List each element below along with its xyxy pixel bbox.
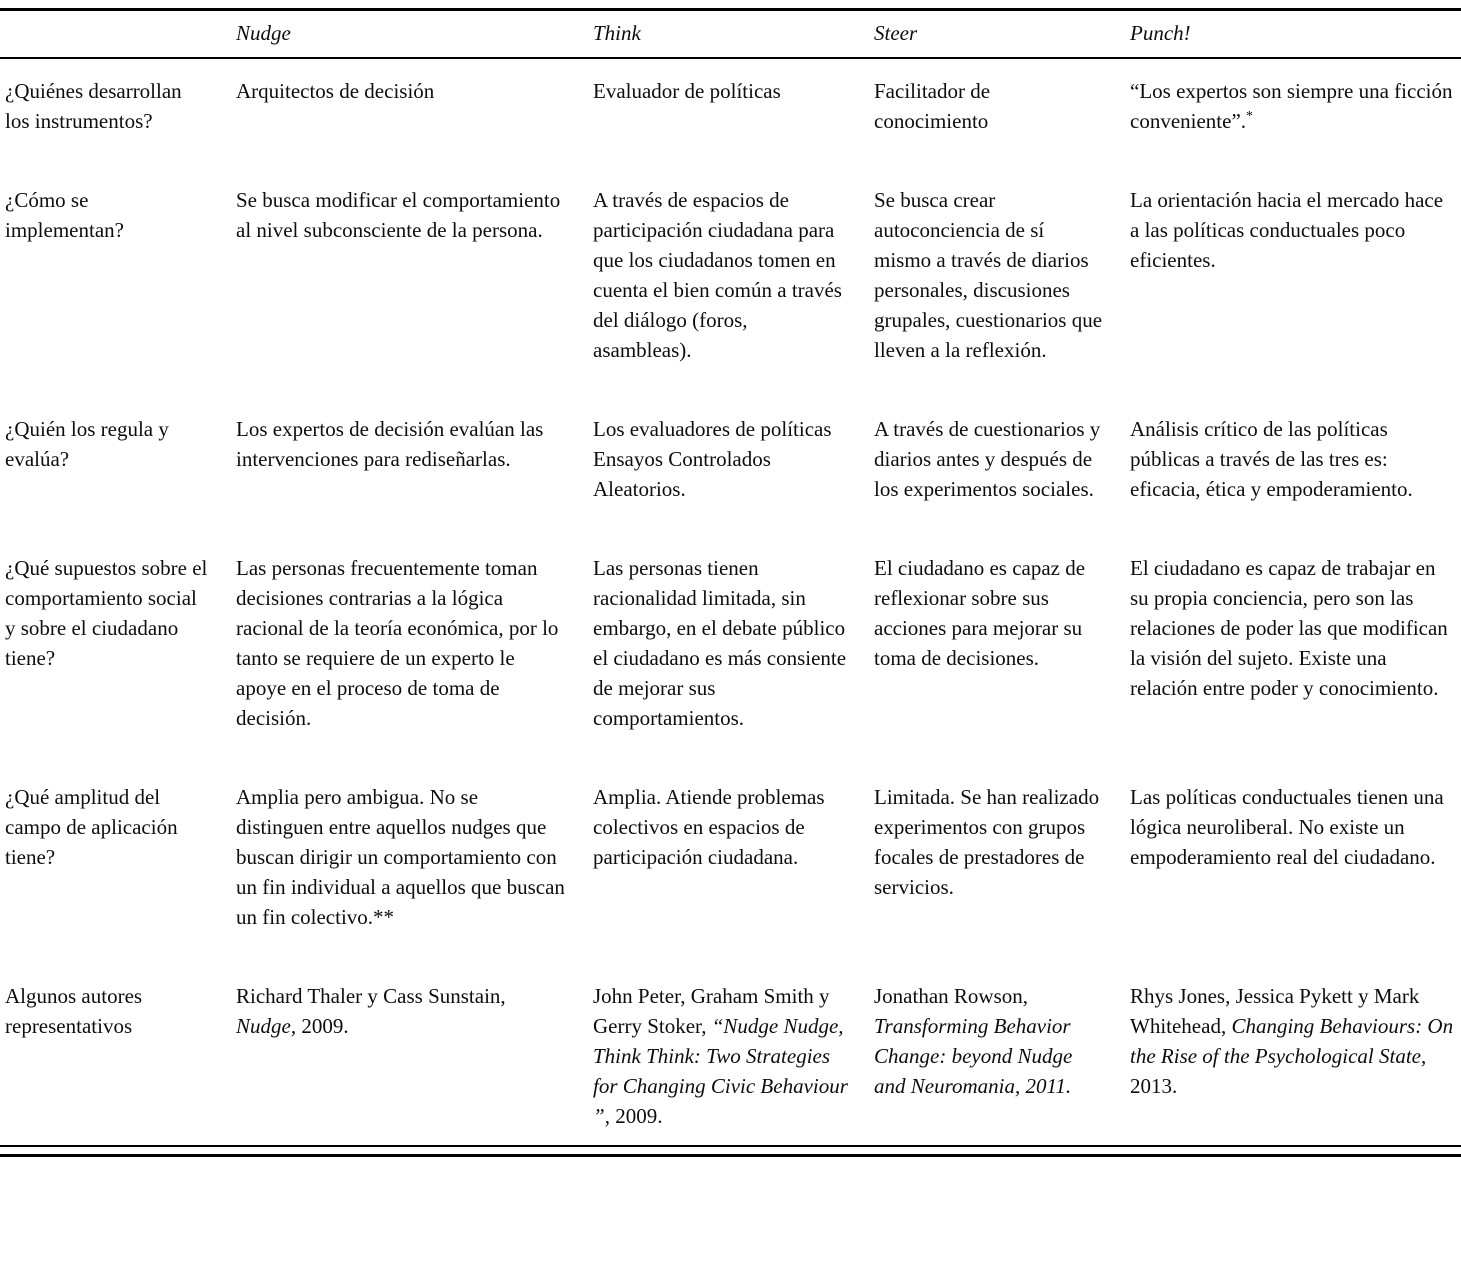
text-segment: Los expertos de decisión evalúan las intervenciones para rediseñarlas. [236, 417, 544, 471]
text-segment: A través de espacios de participación ciudadana para que los ciudadanos tomen en cuenta el bien común a través del diálogo (foros, asambleas). [593, 188, 842, 362]
text-segment: Rhys Jones, Jessica Pykett y Mark Whitehead, [1130, 984, 1420, 1038]
text-segment: “Los expertos son siempre una ficción conveniente”. [1130, 79, 1453, 133]
table-row [0, 964, 1461, 1146]
text-segment: John Peter, Graham Smith y Gerry Stoker, [593, 984, 830, 1038]
table-cell [874, 536, 1130, 765]
table-cell [874, 397, 1130, 536]
table-cell [1130, 536, 1461, 765]
row-label: ¿Quiénes desarrollan los instrumentos? [5, 79, 182, 133]
text-segment: Richard Thaler y Cass Sunstain, [236, 984, 506, 1008]
table-cell [593, 964, 874, 1146]
column-header: Nudge [236, 10, 593, 59]
text-segment: Limitada. Se han realizado experimentos con grupos focales de prestadores de servicios. [874, 785, 1100, 899]
table-cell [236, 536, 593, 765]
table-cell [236, 765, 593, 964]
row-label: Algunos autores representativos [0, 964, 236, 1146]
row-label: ¿Cómo se implementan? [5, 188, 124, 242]
row-label: ¿Qué amplitud del campo de aplicación tiene? [5, 785, 178, 869]
table-cell [236, 58, 593, 168]
work-title: Nudge [236, 1014, 291, 1038]
column-header: Steer [874, 10, 1130, 59]
text-segment: Jonathan Rowson, [874, 984, 1028, 1008]
text-segment: El ciudadano es capaz de reflexionar sobre sus acciones para mejorar su toma de decisiones. [874, 556, 1086, 670]
text-segment: A través de cuestionarios y diarios antes y después de los experimentos sociales. [874, 417, 1101, 501]
table-cell [236, 168, 593, 397]
table-cell [1130, 964, 1461, 1146]
text-segment: , 2013. [1130, 1044, 1427, 1098]
header-row [0, 10, 1461, 59]
table-cell [1130, 58, 1461, 168]
row-label: ¿Qué supuestos sobre el comportamiento social y sobre el ciudadano tiene? [5, 556, 208, 670]
comparison-table [0, 8, 1461, 1147]
table-body [0, 58, 1461, 1146]
table-cell [874, 964, 1130, 1146]
text-segment: Evaluador de políticas [593, 79, 781, 103]
table-cell [593, 397, 874, 536]
corner-header [0, 10, 236, 59]
table-row [0, 397, 1461, 536]
table-cell [874, 58, 1130, 168]
table-cell [593, 168, 874, 397]
text-segment: , 2009. [290, 1014, 349, 1038]
text-segment: El ciudadano es capaz de trabajar en su propia conciencia, pero son las relaciones de poder las que modifican la visión del sujeto. Existe una relación entre poder y conocimiento. [1130, 556, 1448, 700]
text-segment: Se busca modificar el comportamiento al nivel subconsciente de la persona. [236, 188, 561, 242]
text-segment: Las personas tienen racionalidad limitada, sin embargo, en el debate público el ciudadano es más consiente de mejorar sus comportamientos. [593, 556, 847, 730]
table-cell [1130, 765, 1461, 964]
text-segment: La orientación hacia el mercado hace a las políticas conductuales poco eficientes. [1130, 188, 1444, 272]
work-title: “Nudge Nudge, Think Think: Two Strategies for Changing Civic Behaviour ” [593, 1014, 848, 1128]
table-cell [236, 964, 593, 1146]
table-cell [236, 397, 593, 536]
table-row [0, 168, 1461, 397]
table-cell [593, 536, 874, 765]
column-header: Think [593, 10, 874, 59]
table-row [0, 536, 1461, 765]
work-title: Transforming Behavior Change: beyond Nudge and Neuromania, 2011. [874, 1014, 1073, 1098]
bottom-rule [0, 1147, 1461, 1157]
table-row [0, 765, 1461, 964]
text-segment: Facilitador de conocimiento [874, 79, 991, 133]
table-row [0, 58, 1461, 168]
table-cell [874, 765, 1130, 964]
text-segment: , 2009. [604, 1104, 663, 1128]
table-cell [593, 58, 874, 168]
row-label: ¿Quién los regula y evalúa? [5, 417, 169, 471]
work-title: Changing Behaviours: On the Rise of the Psychological State [1130, 1014, 1454, 1068]
table-cell [874, 168, 1130, 397]
text-segment: Arquitectos de decisión [236, 79, 435, 103]
text-segment: Los evaluadores de políticas Ensayos Controlados Aleatorios. [593, 417, 832, 501]
text-segment: Amplia pero ambigua. No se distinguen entre aquellos nudges que buscan dirigir un comportamiento con un fin individual a aquellos que buscan un fin colectivo.** [236, 785, 565, 929]
footnote-marker: * [1246, 108, 1253, 123]
table-cell [1130, 397, 1461, 536]
text-segment: Amplia. Atiende problemas colectivos en espacios de participación ciudadana. [593, 785, 825, 869]
text-segment: Análisis crítico de las políticas públicas a través de las tres es: eficacia, ética y empoderamiento. [1130, 417, 1413, 501]
table-cell [1130, 168, 1461, 397]
text-segment: Las personas frecuentemente toman decisiones contrarias a la lógica racional de la teoría económica, por lo tanto se requiere de un experto le apoye en el proceso de toma de decisión. [236, 556, 559, 730]
text-segment: Se busca crear autoconciencia de sí mismo a través de diarios personales, discusiones grupales, cuestionarios que lleven a la reflexión. [874, 188, 1103, 362]
text-segment: Las políticas conductuales tienen una lógica neuroliberal. No existe un empoderamiento real del ciudadano. [1130, 785, 1444, 869]
table-cell [593, 765, 874, 964]
column-header: Punch! [1130, 10, 1461, 59]
